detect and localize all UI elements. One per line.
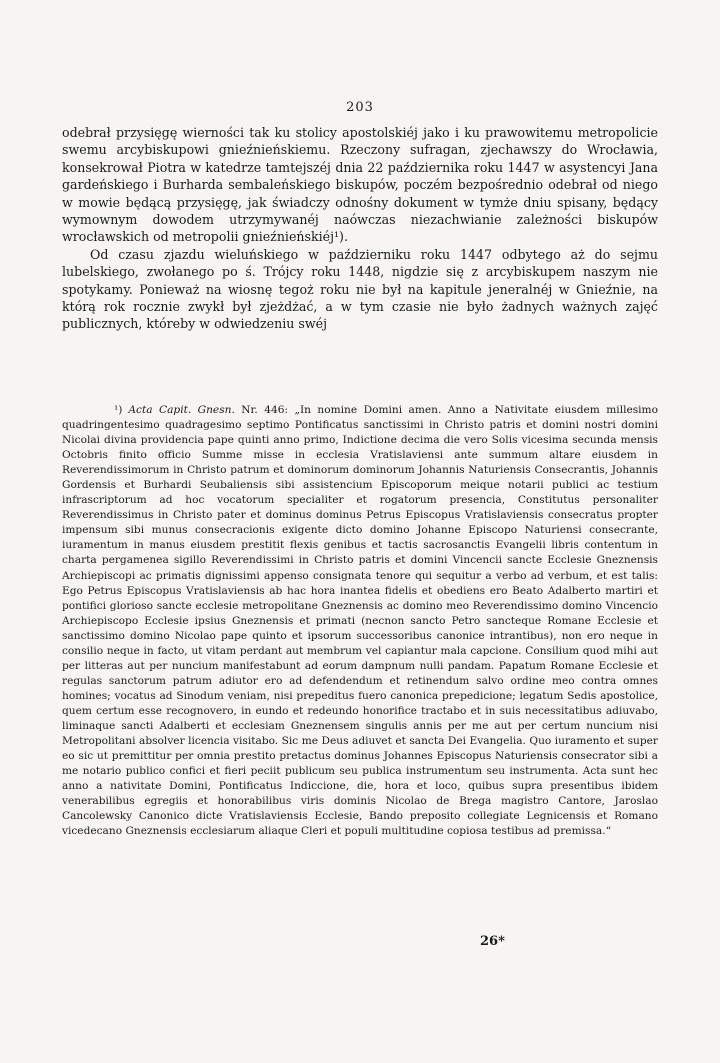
footnote — [62, 403, 658, 839]
main-text — [62, 124, 658, 333]
main-paragraph: odebrał przysięgę wierności tak ku stolicy apostolskiéj jako i ku prawowitemu metropolicie swemu arcybiskupowi gnieźnieńskiemu. Rzeczony sufragan, zjechawszy do Wrocławia, konsekrował Piotra w katedrze tamtejszéj dnia 22 października roku 1447 w asystencyi Jana gardeńskiego i Burharda sembaleńskiego biskupów, poczém bezpośrednio odebrał od niego w mowie będącą przysięgę, jak świadczy odnośny dokument w tymże dniu spisany, będący wymownym dowodem utrzymywanéj naówczas niezachwianie zależności biskupów wrocławskich od metropolii gnieźnieńskiéj¹). — [62, 125, 658, 245]
footnote-marker: ¹) — [114, 404, 123, 416]
main-paragraph: Od czasu zjazdu wieluńskiego w październiku roku 1447 odbytego aż do sejmu lubelskiego, zwołanego po ś. Trójcy roku 1448, nigdzie się z arcybiskupem naszym nie spotykamy. Ponieważ na wiosnę tegoż roku nie był na kapitule jeneralnéj w Gnieźnie, na którą rok rocznie zwykł był zjeżdżać, a w tym czasie nie było żadnych ważnych zajęć publicznych, któreby w odwiedzeniu swéj — [62, 246, 658, 332]
page-number: 203 — [346, 100, 374, 115]
signature-mark: 26* — [480, 934, 505, 949]
footnote-text: Nr. 446: „In nomine Domini amen. Anno a Nativitate eiusdem millesimo quadringentesimo quadragesimo septimo Pontificatus sanctissimi in Christo patris et domini nostri domini Nicolai divina providencia pape quinti anno primo, Indictione decima die vero Solis vicesima secunda mensis Octobris finito officio Summe misse in ecclesia Vratislaviensi ante summum altare eiusdem in Reverendissimorum in Christo patrum et dominorum dominorum Johannis Naturiensis Consecrantis, Johannis Gordensis et Burhardi Seubaliensis sibi assistencium Episcoporum meique notarii publici ac testium infrascriptorum ad hoc vocatorum specialiter et rogatorum presencia, Constitutus personaliter Reverendissimus in Christo pater et dominus dominus Petrus Episcopus Vratislaviensis consecratus propter impensum sibi munus consecracionis exigente dicto domino Johanne Episcopo Naturiensi consecrante, iuramentum in manus eiusdem prestitit flexis genibus et tactis sacrosanctis Evangelii libris contentum in charta pergamenea sigillo Reverendissimi in Christo patris et domini Vincencii sancte Ecclesie Gneznensis Archiepiscopi ac primatis dignissimi appenso consignata tenore qui sequitur a verbo ad verbum, et est talis: Ego Petrus Episcopus Vratislaviensis ab hac hora inantea fidelis et obediens ero Beato Adalberto martiri et pontifici glorioso sancte ecclesie metropolitane Gneznensis ac domino meo Reverendissimo domino Vincencio Archiepiscopo Ecclesie ipsius Gneznensis et primati (necnon sancto Petro sancteque Romane Ecclesie et sanctissimo domino Nicolao pape quinto et ipsorum successoribus canonice intrantibus), non ero neque in consilio neque in facto, ut vitam perdant aut membrum vel capiantur mala capcione. Consilium quod mihi aut per litteras aut per nuncium manifestabunt ad eorum dampnum nulli pandam. Papatum Romane Ecclesie et regulas sanctorum patrum adiutor ero ad defendendum et retinendum salvo ordine meo contra omnes homines; vocatus ad Sinodum veniam, nisi prepeditus fuero canonica prepedicione; legatum Sedis apostolice, quem certum esse recognovero, in eundo et redeundo honorifice tractabo et in suis necessitatibus adiuvabo, liminaque sancti Adalberti et ecclesiam Gneznensem singulis annis per me aut per certum nuncium nisi Metropolitani absolver licencia visitabo. Sic me Deus adiuvet et sancta Dei Evangelia. Quo iuramento et super eo sic ut premittitur per omnia prestito pretactus dominus Johannes Episcopus Naturiensis consecrator sibi a me notario publico confici et fieri peciit publicum seu publica instrumentum seu instrumenta. Acta sunt hec anno a nativitate Domini, Pontificatus Indiccione, die, hora et loco, quibus supra presentibus ibidem venerabilibus egregiis et honorabilibus viris dominis Nicolao de Brega magistro Cantore, Jaroslao Cancolewsky Canonico dicte Vratislaviensis Ecclesie, Bando preposito collegiate Legnicensis et Romano vicedecano Gneznensis ecclesiarum aliaque Cleri et populi multitudine copiosa testibus ad premissa.“ — [62, 404, 658, 838]
footnote-reference: Acta Capit. Gnesn. — [128, 404, 235, 416]
